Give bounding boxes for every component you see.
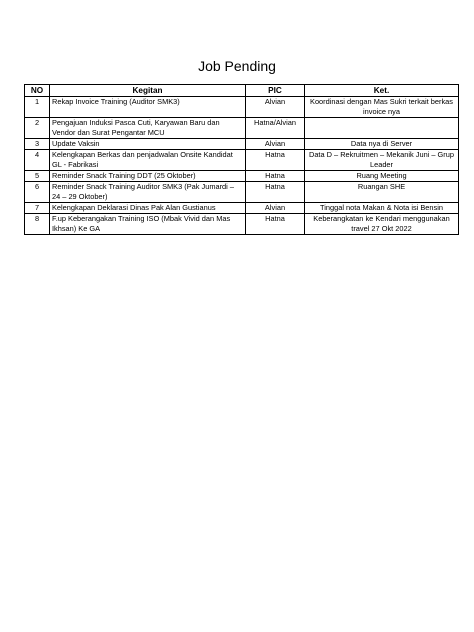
header-ket: Ket. (305, 85, 459, 97)
table-row (25, 150, 459, 171)
cell-kegiatan: Rekap Invoice Training (Auditor SMK3) (50, 97, 246, 118)
cell-no: 1 (25, 97, 50, 118)
cell-pic: Hatna (246, 214, 305, 235)
cell-kegiatan: Pengajuan Induksi Pasca Cuti, Karyawan Baru dan Vendor dan Surat Pengantar MCU (50, 118, 246, 139)
cell-pic: Hatna (246, 171, 305, 182)
cell-no: 2 (25, 118, 50, 139)
cell-ket: Data nya di Server (305, 139, 459, 150)
cell-ket: Tinggal nota Makan & Nota isi Bensin (305, 203, 459, 214)
cell-kegiatan: Reminder Snack Training Auditor SMK3 (Pak Jumardi – 24 – 29 Oktober) (50, 182, 246, 203)
cell-no: 7 (25, 203, 50, 214)
header-kegiatan: Kegitan (50, 85, 246, 97)
table-row (25, 118, 459, 139)
header-pic: PIC (246, 85, 305, 97)
cell-pic: Hatna (246, 150, 305, 171)
cell-ket: Koordinasi dengan Mas Sukri terkait berkas invoice nya (305, 97, 459, 118)
cell-ket: Keberangkatan ke Kendari menggunakan travel 27 Okt 2022 (305, 214, 459, 235)
cell-pic: Alvian (246, 139, 305, 150)
cell-ket (305, 118, 459, 139)
cell-kegiatan: Reminder Snack Training DDT (25 Oktober) (50, 171, 246, 182)
job-pending-table (24, 84, 459, 235)
cell-no: 6 (25, 182, 50, 203)
cell-kegiatan: Update Vaksin (50, 139, 246, 150)
cell-kegiatan: Kelengkapan Deklarasi Dinas Pak Alan Gustianus (50, 203, 246, 214)
table-row (25, 203, 459, 214)
table-row (25, 214, 459, 235)
cell-no: 3 (25, 139, 50, 150)
cell-no: 8 (25, 214, 50, 235)
cell-no: 4 (25, 150, 50, 171)
cell-kegiatan: F.up Keberangakan Training ISO (Mbak Vivid dan Mas Ikhsan) Ke GA (50, 214, 246, 235)
cell-pic: Alvian (246, 203, 305, 214)
cell-pic: Alvian (246, 97, 305, 118)
table-row (25, 139, 459, 150)
table-row (25, 171, 459, 182)
cell-kegiatan: Kelengkapan Berkas dan penjadwalan Onsite Kandidat GL - Fabrikasi (50, 150, 246, 171)
cell-ket: Ruang Meeting (305, 171, 459, 182)
table-header-row (25, 85, 459, 97)
cell-pic: Hatna (246, 182, 305, 203)
cell-ket: Ruangan SHE (305, 182, 459, 203)
cell-pic: Hatna/Alvian (246, 118, 305, 139)
cell-ket: Data D – Rekruitmen – Mekanik Juni – Grup Leader (305, 150, 459, 171)
header-no: NO (25, 85, 50, 97)
table-row (25, 182, 459, 203)
cell-no: 5 (25, 171, 50, 182)
page-title: Job Pending (198, 58, 276, 74)
table-row (25, 97, 459, 118)
